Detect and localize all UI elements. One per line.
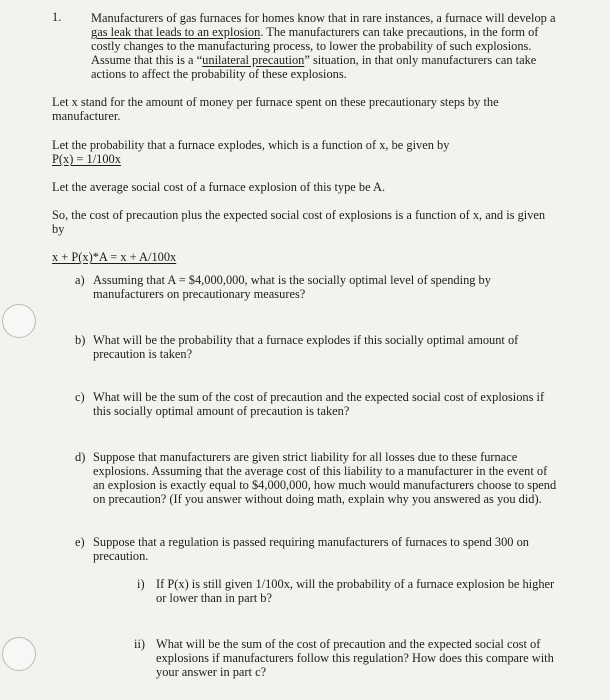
let-x-line: Let x stand for the amount of money per furnace spent on these precautionary steps by the [52,95,499,109]
intro-line: gas leak that leads to an explosion. The manufacturers can take precautions, in the form of [91,25,539,39]
problem-number: 1. [52,10,62,24]
intro-line: Assume that this is a “unilateral precaution” situation, in that only manufacturers can take [91,53,537,67]
question-line: What will be the probability that a furnace explodes if this socially optimal amount of [93,333,519,347]
let-p-line: Let the probability that a furnace explodes, which is a function of x, be given by [52,138,450,152]
question-line: your answer in part c? [156,665,267,679]
binder-hole-top [2,304,36,338]
let-a-line: Let the average social cost of a furnace explosion of this type be A. [52,180,386,194]
underlined-phrase: gas leak that leads to an explosion [91,25,261,39]
intro-line: costly changes to the manufacturing process, to lower the probability of such explosions. [91,39,532,53]
question-line: precaution is taken? [93,347,193,361]
question-label: i) [137,577,145,591]
question-line: precaution. [93,549,149,563]
underlined-phrase: unilateral precaution [202,53,305,67]
question-line: What will be the sum of the cost of precaution and the expected social cost of explosions if [93,390,545,404]
cost-formula: x + P(x)*A = x + A/100x [52,250,177,264]
question-line: If P(x) is still given 1/100x, will the probability of a furnace explosion be higher [156,577,555,591]
question-line: manufacturers on precautionary measures? [93,287,306,301]
question-line: explosions. Assuming that the average cost of this liability to a manufacturer in the event of [93,464,548,478]
binder-hole-bottom [2,637,36,671]
question-label: ii) [134,637,146,651]
question-line: Suppose that a regulation is passed requiring manufacturers of furnaces to spend 300 on [93,535,529,549]
question-line: or lower than in part b? [156,591,272,605]
question-line: Assuming that A = $4,000,000, what is the socially optimal level of spending by [93,273,491,287]
so-line: by [52,222,65,236]
question-line: What will be the sum of the cost of precaution and the expected social cost of [156,637,541,651]
question-line: this socially optimal amount of precaution is taken? [93,404,350,418]
question-line: an explosion is exactly equal to $4,000,000, how much would manufacturers choose to spend [93,478,557,492]
question-line: explosions if manufacturers follow this regulation? How does this compare with [156,651,554,665]
question-line: Suppose that manufacturers are given strict liability for all losses due to these furnace [93,450,518,464]
question-label: e) [75,535,85,549]
let-x-line: manufacturer. [52,109,121,123]
probability-formula: P(x) = 1/100x [52,152,121,166]
intro-line: Manufacturers of gas furnaces for homes know that in rare instances, a furnace will develop a [91,11,556,25]
question-line: on precaution? (If you answer without doing math, explain why you answered as you did). [93,492,542,506]
question-label: c) [75,390,85,404]
so-line: So, the cost of precaution plus the expected social cost of explosions is a function of x, and is given [52,208,546,222]
question-label: d) [75,450,86,464]
question-label: a) [75,273,85,287]
intro-line: actions to affect the probability of these explosions. [91,67,347,81]
question-label: b) [75,333,86,347]
